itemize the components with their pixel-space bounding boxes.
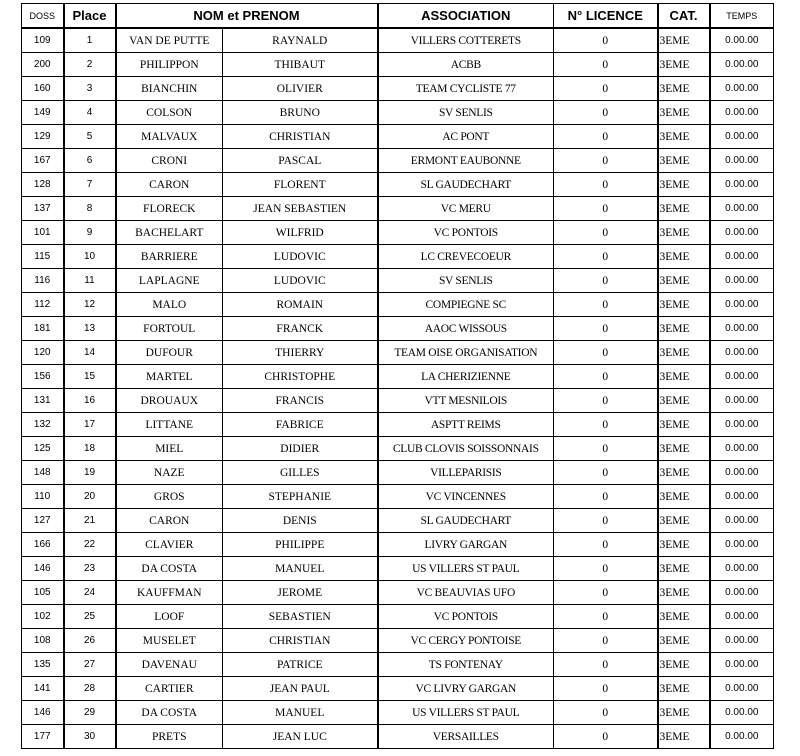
cell-cat: 3EME xyxy=(658,221,710,245)
cell-place: 29 xyxy=(64,701,116,725)
cell-doss: 127 xyxy=(22,509,64,533)
cell-licence: 0 xyxy=(554,221,658,245)
table-row xyxy=(22,485,774,509)
header-doss: DOSS xyxy=(22,4,64,29)
cell-temps: 0.00.00 xyxy=(710,701,774,725)
cell-place: 25 xyxy=(64,605,116,629)
cell-doss: 181 xyxy=(22,317,64,341)
cell-association: ACBB xyxy=(378,53,554,77)
cell-licence: 0 xyxy=(554,509,658,533)
cell-prenom: OLIVIER xyxy=(223,77,378,101)
cell-nom: BIANCHIN xyxy=(116,77,223,101)
table-row xyxy=(22,557,774,581)
cell-temps: 0.00.00 xyxy=(710,677,774,701)
cell-prenom: JEAN PAUL xyxy=(223,677,378,701)
results-table xyxy=(21,3,774,749)
cell-nom: CLAVIER xyxy=(116,533,223,557)
cell-nom: VAN DE PUTTE xyxy=(116,28,223,53)
cell-temps: 0.00.00 xyxy=(710,653,774,677)
cell-doss: 128 xyxy=(22,173,64,197)
cell-association: VTT MESNILOIS xyxy=(378,389,554,413)
cell-temps: 0.00.00 xyxy=(710,197,774,221)
cell-cat: 3EME xyxy=(658,197,710,221)
cell-place: 10 xyxy=(64,245,116,269)
cell-nom: MALO xyxy=(116,293,223,317)
cell-licence: 0 xyxy=(554,701,658,725)
cell-place: 12 xyxy=(64,293,116,317)
cell-temps: 0.00.00 xyxy=(710,413,774,437)
cell-temps: 0.00.00 xyxy=(710,77,774,101)
cell-cat: 3EME xyxy=(658,28,710,53)
cell-licence: 0 xyxy=(554,461,658,485)
cell-licence: 0 xyxy=(554,413,658,437)
cell-doss: 116 xyxy=(22,269,64,293)
cell-licence: 0 xyxy=(554,341,658,365)
cell-nom: KAUFFMAN xyxy=(116,581,223,605)
cell-cat: 3EME xyxy=(658,269,710,293)
cell-nom: DROUAUX xyxy=(116,389,223,413)
cell-nom: DUFOUR xyxy=(116,341,223,365)
cell-cat: 3EME xyxy=(658,605,710,629)
cell-licence: 0 xyxy=(554,77,658,101)
cell-place: 17 xyxy=(64,413,116,437)
cell-temps: 0.00.00 xyxy=(710,317,774,341)
cell-licence: 0 xyxy=(554,485,658,509)
cell-licence: 0 xyxy=(554,293,658,317)
cell-prenom: STEPHANIE xyxy=(223,485,378,509)
table-row xyxy=(22,437,774,461)
cell-temps: 0.00.00 xyxy=(710,629,774,653)
cell-doss: 120 xyxy=(22,341,64,365)
cell-prenom: FLORENT xyxy=(223,173,378,197)
cell-nom: MIEL xyxy=(116,437,223,461)
cell-association: SV SENLIS xyxy=(378,101,554,125)
cell-doss: 109 xyxy=(22,28,64,53)
header-place: Place xyxy=(64,4,116,29)
cell-cat: 3EME xyxy=(658,317,710,341)
cell-association: LIVRY GARGAN xyxy=(378,533,554,557)
cell-association: TS FONTENAY xyxy=(378,653,554,677)
cell-prenom: FRANCK xyxy=(223,317,378,341)
header-cat: CAT. xyxy=(658,4,710,29)
cell-prenom: LUDOVIC xyxy=(223,269,378,293)
cell-cat: 3EME xyxy=(658,581,710,605)
cell-licence: 0 xyxy=(554,317,658,341)
table-row xyxy=(22,221,774,245)
cell-nom: CARTIER xyxy=(116,677,223,701)
cell-temps: 0.00.00 xyxy=(710,341,774,365)
cell-temps: 0.00.00 xyxy=(710,125,774,149)
cell-prenom: MANUEL xyxy=(223,557,378,581)
cell-prenom: CHRISTIAN xyxy=(223,629,378,653)
cell-association: VC VINCENNES xyxy=(378,485,554,509)
header-association: ASSOCIATION xyxy=(378,4,554,29)
cell-cat: 3EME xyxy=(658,53,710,77)
cell-licence: 0 xyxy=(554,149,658,173)
cell-cat: 3EME xyxy=(658,389,710,413)
cell-association: SV SENLIS xyxy=(378,269,554,293)
cell-doss: 102 xyxy=(22,605,64,629)
cell-licence: 0 xyxy=(554,269,658,293)
table-row xyxy=(22,509,774,533)
cell-cat: 3EME xyxy=(658,485,710,509)
header-temps: TEMPS xyxy=(710,4,774,29)
cell-place: 7 xyxy=(64,173,116,197)
cell-temps: 0.00.00 xyxy=(710,485,774,509)
cell-doss: 135 xyxy=(22,653,64,677)
table-row xyxy=(22,53,774,77)
cell-cat: 3EME xyxy=(658,413,710,437)
cell-prenom: PATRICE xyxy=(223,653,378,677)
table-row xyxy=(22,101,774,125)
cell-association: US VILLERS ST PAUL xyxy=(378,557,554,581)
cell-licence: 0 xyxy=(554,197,658,221)
table-row xyxy=(22,677,774,701)
cell-licence: 0 xyxy=(554,629,658,653)
cell-temps: 0.00.00 xyxy=(710,173,774,197)
cell-doss: 146 xyxy=(22,557,64,581)
cell-doss: 132 xyxy=(22,413,64,437)
cell-nom: MUSELET xyxy=(116,629,223,653)
cell-temps: 0.00.00 xyxy=(710,101,774,125)
cell-cat: 3EME xyxy=(658,677,710,701)
cell-nom: CRONI xyxy=(116,149,223,173)
cell-nom: BACHELART xyxy=(116,221,223,245)
cell-association: COMPIEGNE SC xyxy=(378,293,554,317)
cell-cat: 3EME xyxy=(658,77,710,101)
cell-prenom: SEBASTIEN xyxy=(223,605,378,629)
cell-nom: PHILIPPON xyxy=(116,53,223,77)
cell-prenom: GILLES xyxy=(223,461,378,485)
table-row xyxy=(22,125,774,149)
cell-place: 8 xyxy=(64,197,116,221)
cell-temps: 0.00.00 xyxy=(710,245,774,269)
cell-doss: 115 xyxy=(22,245,64,269)
cell-place: 18 xyxy=(64,437,116,461)
cell-nom: DA COSTA xyxy=(116,701,223,725)
table-row xyxy=(22,605,774,629)
cell-association: US VILLERS ST PAUL xyxy=(378,701,554,725)
cell-prenom: JEAN SEBASTIEN xyxy=(223,197,378,221)
cell-association: VC PONTOIS xyxy=(378,221,554,245)
cell-association: AC PONT xyxy=(378,125,554,149)
table-row xyxy=(22,629,774,653)
cell-temps: 0.00.00 xyxy=(710,437,774,461)
cell-place: 9 xyxy=(64,221,116,245)
cell-nom: LOOF xyxy=(116,605,223,629)
cell-prenom: PASCAL xyxy=(223,149,378,173)
table-row xyxy=(22,149,774,173)
cell-place: 6 xyxy=(64,149,116,173)
cell-place: 21 xyxy=(64,509,116,533)
cell-nom: NAZE xyxy=(116,461,223,485)
cell-association: VILLERS COTTERETS xyxy=(378,28,554,53)
cell-place: 11 xyxy=(64,269,116,293)
cell-prenom: FRANCIS xyxy=(223,389,378,413)
cell-cat: 3EME xyxy=(658,149,710,173)
cell-association: LA CHERIZIENNE xyxy=(378,365,554,389)
cell-nom: FORTOUL xyxy=(116,317,223,341)
cell-temps: 0.00.00 xyxy=(710,461,774,485)
cell-prenom: BRUNO xyxy=(223,101,378,125)
cell-nom: LITTANE xyxy=(116,413,223,437)
cell-cat: 3EME xyxy=(658,365,710,389)
cell-nom: CARON xyxy=(116,173,223,197)
header-row xyxy=(22,4,774,29)
cell-temps: 0.00.00 xyxy=(710,365,774,389)
cell-association: AAOC WISSOUS xyxy=(378,317,554,341)
cell-doss: 200 xyxy=(22,53,64,77)
cell-licence: 0 xyxy=(554,725,658,749)
cell-place: 23 xyxy=(64,557,116,581)
table-row xyxy=(22,197,774,221)
cell-doss: 101 xyxy=(22,221,64,245)
table-row xyxy=(22,653,774,677)
cell-temps: 0.00.00 xyxy=(710,533,774,557)
cell-doss: 112 xyxy=(22,293,64,317)
cell-place: 27 xyxy=(64,653,116,677)
cell-licence: 0 xyxy=(554,677,658,701)
cell-cat: 3EME xyxy=(658,509,710,533)
cell-association: TEAM CYCLISTE 77 xyxy=(378,77,554,101)
cell-licence: 0 xyxy=(554,245,658,269)
table-row xyxy=(22,413,774,437)
cell-association: VERSAILLES xyxy=(378,725,554,749)
cell-cat: 3EME xyxy=(658,437,710,461)
cell-nom: BARRIERE xyxy=(116,245,223,269)
cell-association: ERMONT EAUBONNE xyxy=(378,149,554,173)
cell-licence: 0 xyxy=(554,101,658,125)
cell-prenom: CHRISTOPHE xyxy=(223,365,378,389)
cell-temps: 0.00.00 xyxy=(710,389,774,413)
cell-doss: 146 xyxy=(22,701,64,725)
cell-temps: 0.00.00 xyxy=(710,557,774,581)
table-row xyxy=(22,461,774,485)
header-licence: N° LICENCE xyxy=(554,4,658,29)
cell-place: 13 xyxy=(64,317,116,341)
cell-prenom: FABRICE xyxy=(223,413,378,437)
cell-association: VC CERGY PONTOISE xyxy=(378,629,554,653)
cell-licence: 0 xyxy=(554,173,658,197)
cell-licence: 0 xyxy=(554,653,658,677)
cell-nom: MARTEL xyxy=(116,365,223,389)
cell-prenom: WILFRID xyxy=(223,221,378,245)
cell-temps: 0.00.00 xyxy=(710,509,774,533)
cell-association: VC MERU xyxy=(378,197,554,221)
cell-nom: PRETS xyxy=(116,725,223,749)
cell-association: SL GAUDECHART xyxy=(378,509,554,533)
cell-licence: 0 xyxy=(554,125,658,149)
table-row xyxy=(22,581,774,605)
table-row xyxy=(22,77,774,101)
cell-association: VC BEAUVIAS UFO xyxy=(378,581,554,605)
cell-association: VILLEPARISIS xyxy=(378,461,554,485)
cell-prenom: ROMAIN xyxy=(223,293,378,317)
cell-doss: 160 xyxy=(22,77,64,101)
cell-nom: COLSON xyxy=(116,101,223,125)
table-row xyxy=(22,245,774,269)
cell-association: LC CREVECOEUR xyxy=(378,245,554,269)
cell-place: 28 xyxy=(64,677,116,701)
cell-prenom: MANUEL xyxy=(223,701,378,725)
cell-licence: 0 xyxy=(554,557,658,581)
cell-cat: 3EME xyxy=(658,557,710,581)
cell-temps: 0.00.00 xyxy=(710,269,774,293)
cell-cat: 3EME xyxy=(658,701,710,725)
cell-nom: CARON xyxy=(116,509,223,533)
cell-cat: 3EME xyxy=(658,533,710,557)
table-row xyxy=(22,341,774,365)
cell-cat: 3EME xyxy=(658,101,710,125)
table-row xyxy=(22,269,774,293)
cell-cat: 3EME xyxy=(658,293,710,317)
cell-place: 22 xyxy=(64,533,116,557)
cell-prenom: RAYNALD xyxy=(223,28,378,53)
cell-nom: LAPLAGNE xyxy=(116,269,223,293)
cell-temps: 0.00.00 xyxy=(710,725,774,749)
cell-prenom: THIBAUT xyxy=(223,53,378,77)
cell-place: 2 xyxy=(64,53,116,77)
cell-place: 4 xyxy=(64,101,116,125)
cell-doss: 148 xyxy=(22,461,64,485)
cell-association: ASPTT REIMS xyxy=(378,413,554,437)
cell-doss: 177 xyxy=(22,725,64,749)
table-row xyxy=(22,365,774,389)
cell-licence: 0 xyxy=(554,437,658,461)
cell-prenom: LUDOVIC xyxy=(223,245,378,269)
cell-nom: DA COSTA xyxy=(116,557,223,581)
cell-temps: 0.00.00 xyxy=(710,581,774,605)
cell-place: 3 xyxy=(64,77,116,101)
cell-cat: 3EME xyxy=(658,653,710,677)
cell-doss: 156 xyxy=(22,365,64,389)
cell-place: 30 xyxy=(64,725,116,749)
cell-nom: GROS xyxy=(116,485,223,509)
cell-doss: 105 xyxy=(22,581,64,605)
cell-temps: 0.00.00 xyxy=(710,28,774,53)
cell-prenom: JEAN LUC xyxy=(223,725,378,749)
cell-temps: 0.00.00 xyxy=(710,221,774,245)
cell-doss: 110 xyxy=(22,485,64,509)
cell-doss: 167 xyxy=(22,149,64,173)
table-row xyxy=(22,533,774,557)
table-row xyxy=(22,389,774,413)
cell-temps: 0.00.00 xyxy=(710,293,774,317)
cell-association: VC PONTOIS xyxy=(378,605,554,629)
cell-cat: 3EME xyxy=(658,173,710,197)
table-row xyxy=(22,317,774,341)
table-row xyxy=(22,28,774,53)
cell-doss: 137 xyxy=(22,197,64,221)
cell-doss: 141 xyxy=(22,677,64,701)
cell-cat: 3EME xyxy=(658,725,710,749)
cell-licence: 0 xyxy=(554,533,658,557)
cell-cat: 3EME xyxy=(658,245,710,269)
cell-cat: 3EME xyxy=(658,461,710,485)
cell-doss: 108 xyxy=(22,629,64,653)
cell-place: 20 xyxy=(64,485,116,509)
cell-doss: 166 xyxy=(22,533,64,557)
cell-place: 16 xyxy=(64,389,116,413)
cell-prenom: CHRISTIAN xyxy=(223,125,378,149)
cell-cat: 3EME xyxy=(658,125,710,149)
cell-temps: 0.00.00 xyxy=(710,149,774,173)
cell-cat: 3EME xyxy=(658,629,710,653)
cell-place: 24 xyxy=(64,581,116,605)
cell-place: 15 xyxy=(64,365,116,389)
cell-prenom: DIDIER xyxy=(223,437,378,461)
cell-doss: 131 xyxy=(22,389,64,413)
cell-association: CLUB CLOVIS SOISSONNAIS xyxy=(378,437,554,461)
table-row xyxy=(22,701,774,725)
cell-nom: FLORECK xyxy=(116,197,223,221)
cell-association: SL GAUDECHART xyxy=(378,173,554,197)
cell-licence: 0 xyxy=(554,365,658,389)
cell-licence: 0 xyxy=(554,28,658,53)
cell-prenom: JEROME xyxy=(223,581,378,605)
table-row xyxy=(22,293,774,317)
cell-nom: MALVAUX xyxy=(116,125,223,149)
cell-prenom: PHILIPPE xyxy=(223,533,378,557)
table-row xyxy=(22,173,774,197)
cell-nom: DAVENAU xyxy=(116,653,223,677)
cell-doss: 149 xyxy=(22,101,64,125)
cell-licence: 0 xyxy=(554,581,658,605)
cell-association: TEAM OISE ORGANISATION xyxy=(378,341,554,365)
cell-place: 5 xyxy=(64,125,116,149)
cell-place: 19 xyxy=(64,461,116,485)
cell-licence: 0 xyxy=(554,605,658,629)
table-row xyxy=(22,725,774,749)
header-nom-prenom: NOM et PRENOM xyxy=(116,4,378,29)
cell-cat: 3EME xyxy=(658,341,710,365)
cell-association: VC LIVRY GARGAN xyxy=(378,677,554,701)
cell-place: 14 xyxy=(64,341,116,365)
cell-licence: 0 xyxy=(554,389,658,413)
cell-temps: 0.00.00 xyxy=(710,605,774,629)
cell-place: 26 xyxy=(64,629,116,653)
cell-prenom: DENIS xyxy=(223,509,378,533)
cell-prenom: THIERRY xyxy=(223,341,378,365)
cell-licence: 0 xyxy=(554,53,658,77)
cell-doss: 125 xyxy=(22,437,64,461)
cell-temps: 0.00.00 xyxy=(710,53,774,77)
cell-place: 1 xyxy=(64,28,116,53)
cell-doss: 129 xyxy=(22,125,64,149)
